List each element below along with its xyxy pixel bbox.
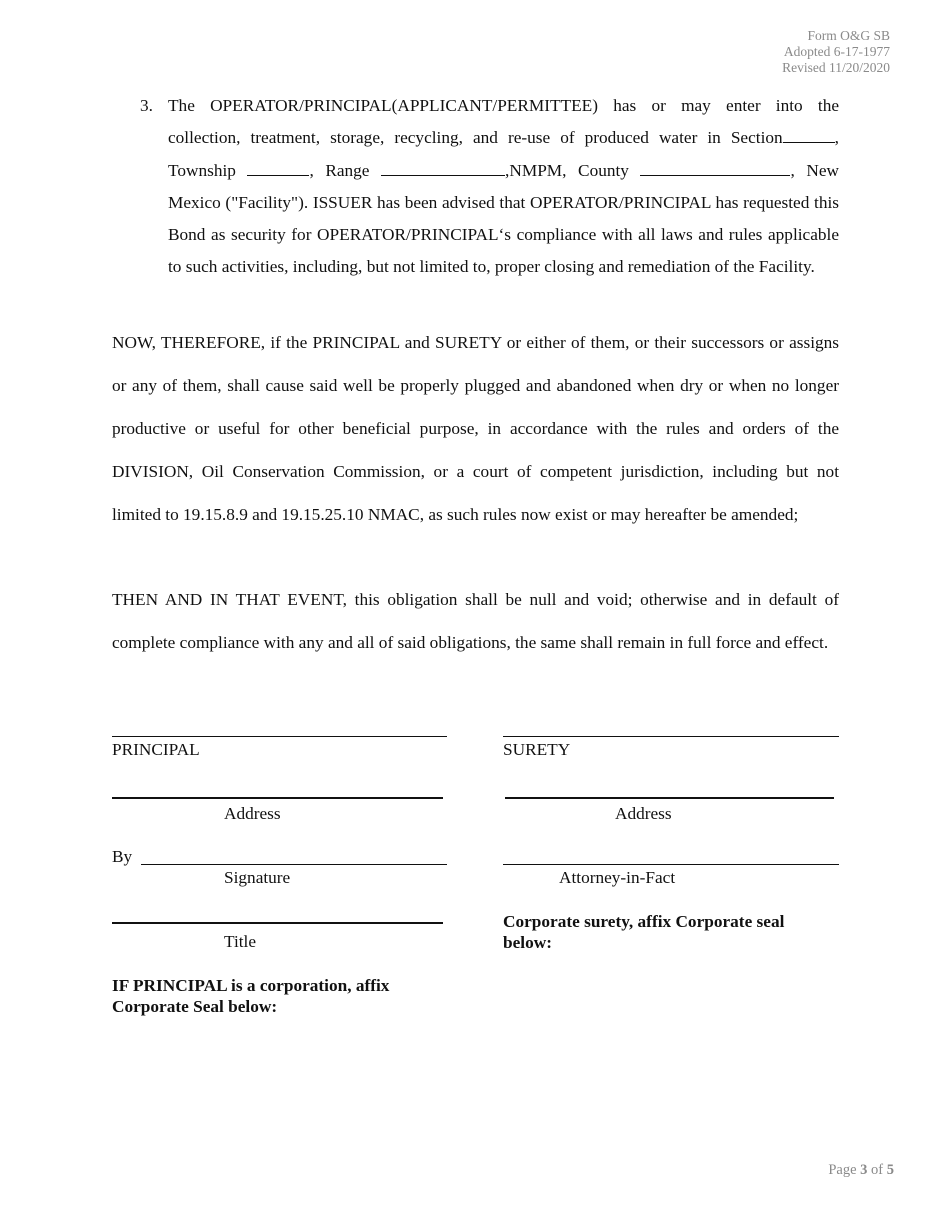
section-blank-field[interactable] <box>783 128 835 143</box>
page-number <box>828 1162 894 1179</box>
then-event-paragraph: THEN AND IN THAT EVENT, this obligation shall be null and void; otherwise and in default of complete compliance with any and all of said obligations, the same shall remain in full force and effect. <box>112 590 839 652</box>
clause-3-text-part-2: , Township <box>168 128 839 180</box>
clause-3-text-part-1: The OPERATOR/PRINCIPAL(APPLICANT/PERMITTEE) has or may enter into the collection, treatment, storage, recycling, and re-use of produced water in Section <box>168 96 839 148</box>
surety-signature-line[interactable] <box>503 736 839 737</box>
principal-label: PRINCIPAL <box>112 740 200 759</box>
attorney-in-fact-line[interactable] <box>503 864 839 865</box>
by-label: By <box>112 847 133 866</box>
page-word: Page <box>828 1162 857 1178</box>
principal-address-label: Address <box>224 804 281 823</box>
page-total: 5 <box>886 1162 894 1178</box>
of-word: of <box>871 1162 884 1178</box>
form-header <box>782 28 890 76</box>
principal-signature-line[interactable] <box>112 736 447 737</box>
signature-label: Signature <box>224 868 291 887</box>
surety-label: SURETY <box>503 740 571 759</box>
title-label: Title <box>224 932 257 951</box>
now-therefore-paragraph: NOW, THEREFORE, if the PRINCIPAL and SURETY or either of them, or their successors or assigns or any of them, shall cause said well be properly plugged and abandoned when dry or when no longer productive or useful for other beneficial purpose, in accordance with the rules and orders of the DIVISION, Oil Conservation Commission, or a court of competent jurisdiction, including but not limited to 19.15.8.9 and 19.15.25.10 NMAC, as such rules now exist or may hereafter be amended; <box>112 333 839 524</box>
attorney-in-fact-label: Attorney-in-Fact <box>559 868 676 887</box>
clause-number: 3. <box>140 96 153 115</box>
title-line[interactable] <box>112 922 443 924</box>
clause-3-text-part-5: , New Mexico ("Facility"). ISSUER has been advised that OPERATOR/PRINCIPAL has requested this Bond as security for OPERATOR/PRINCIPAL‘s compliance with all laws and rules applicable to such activities, including, but not limited to, proper closing and remediation of the Facility. <box>168 160 839 277</box>
range-blank-field[interactable] <box>381 161 505 176</box>
surety-address-label: Address <box>615 804 672 823</box>
form-revised-date: Revised 11/20/2020 <box>782 60 890 75</box>
township-blank-field[interactable] <box>247 161 309 176</box>
clause-3-text-part-4: ,NMPM, County <box>505 160 629 180</box>
clause-3-text-part-3: , Range <box>309 160 370 180</box>
clause-3-text <box>168 90 839 284</box>
county-blank-field[interactable] <box>640 161 790 176</box>
principal-corporate-seal-note: IF PRINCIPAL is a corporation, affix Corporate Seal below: <box>112 976 390 1016</box>
page-current: 3 <box>860 1162 868 1178</box>
principal-address-line[interactable] <box>112 797 443 799</box>
corporate-surety-seal-note: Corporate surety, affix Corporate seal below: <box>503 912 785 952</box>
form-adopted-date: Adopted 6-17-1977 <box>783 44 890 59</box>
form-name: Form O&G SB <box>807 28 890 43</box>
surety-address-line[interactable] <box>505 797 834 799</box>
by-signature-line[interactable] <box>141 864 447 865</box>
clause-3 <box>112 90 839 284</box>
